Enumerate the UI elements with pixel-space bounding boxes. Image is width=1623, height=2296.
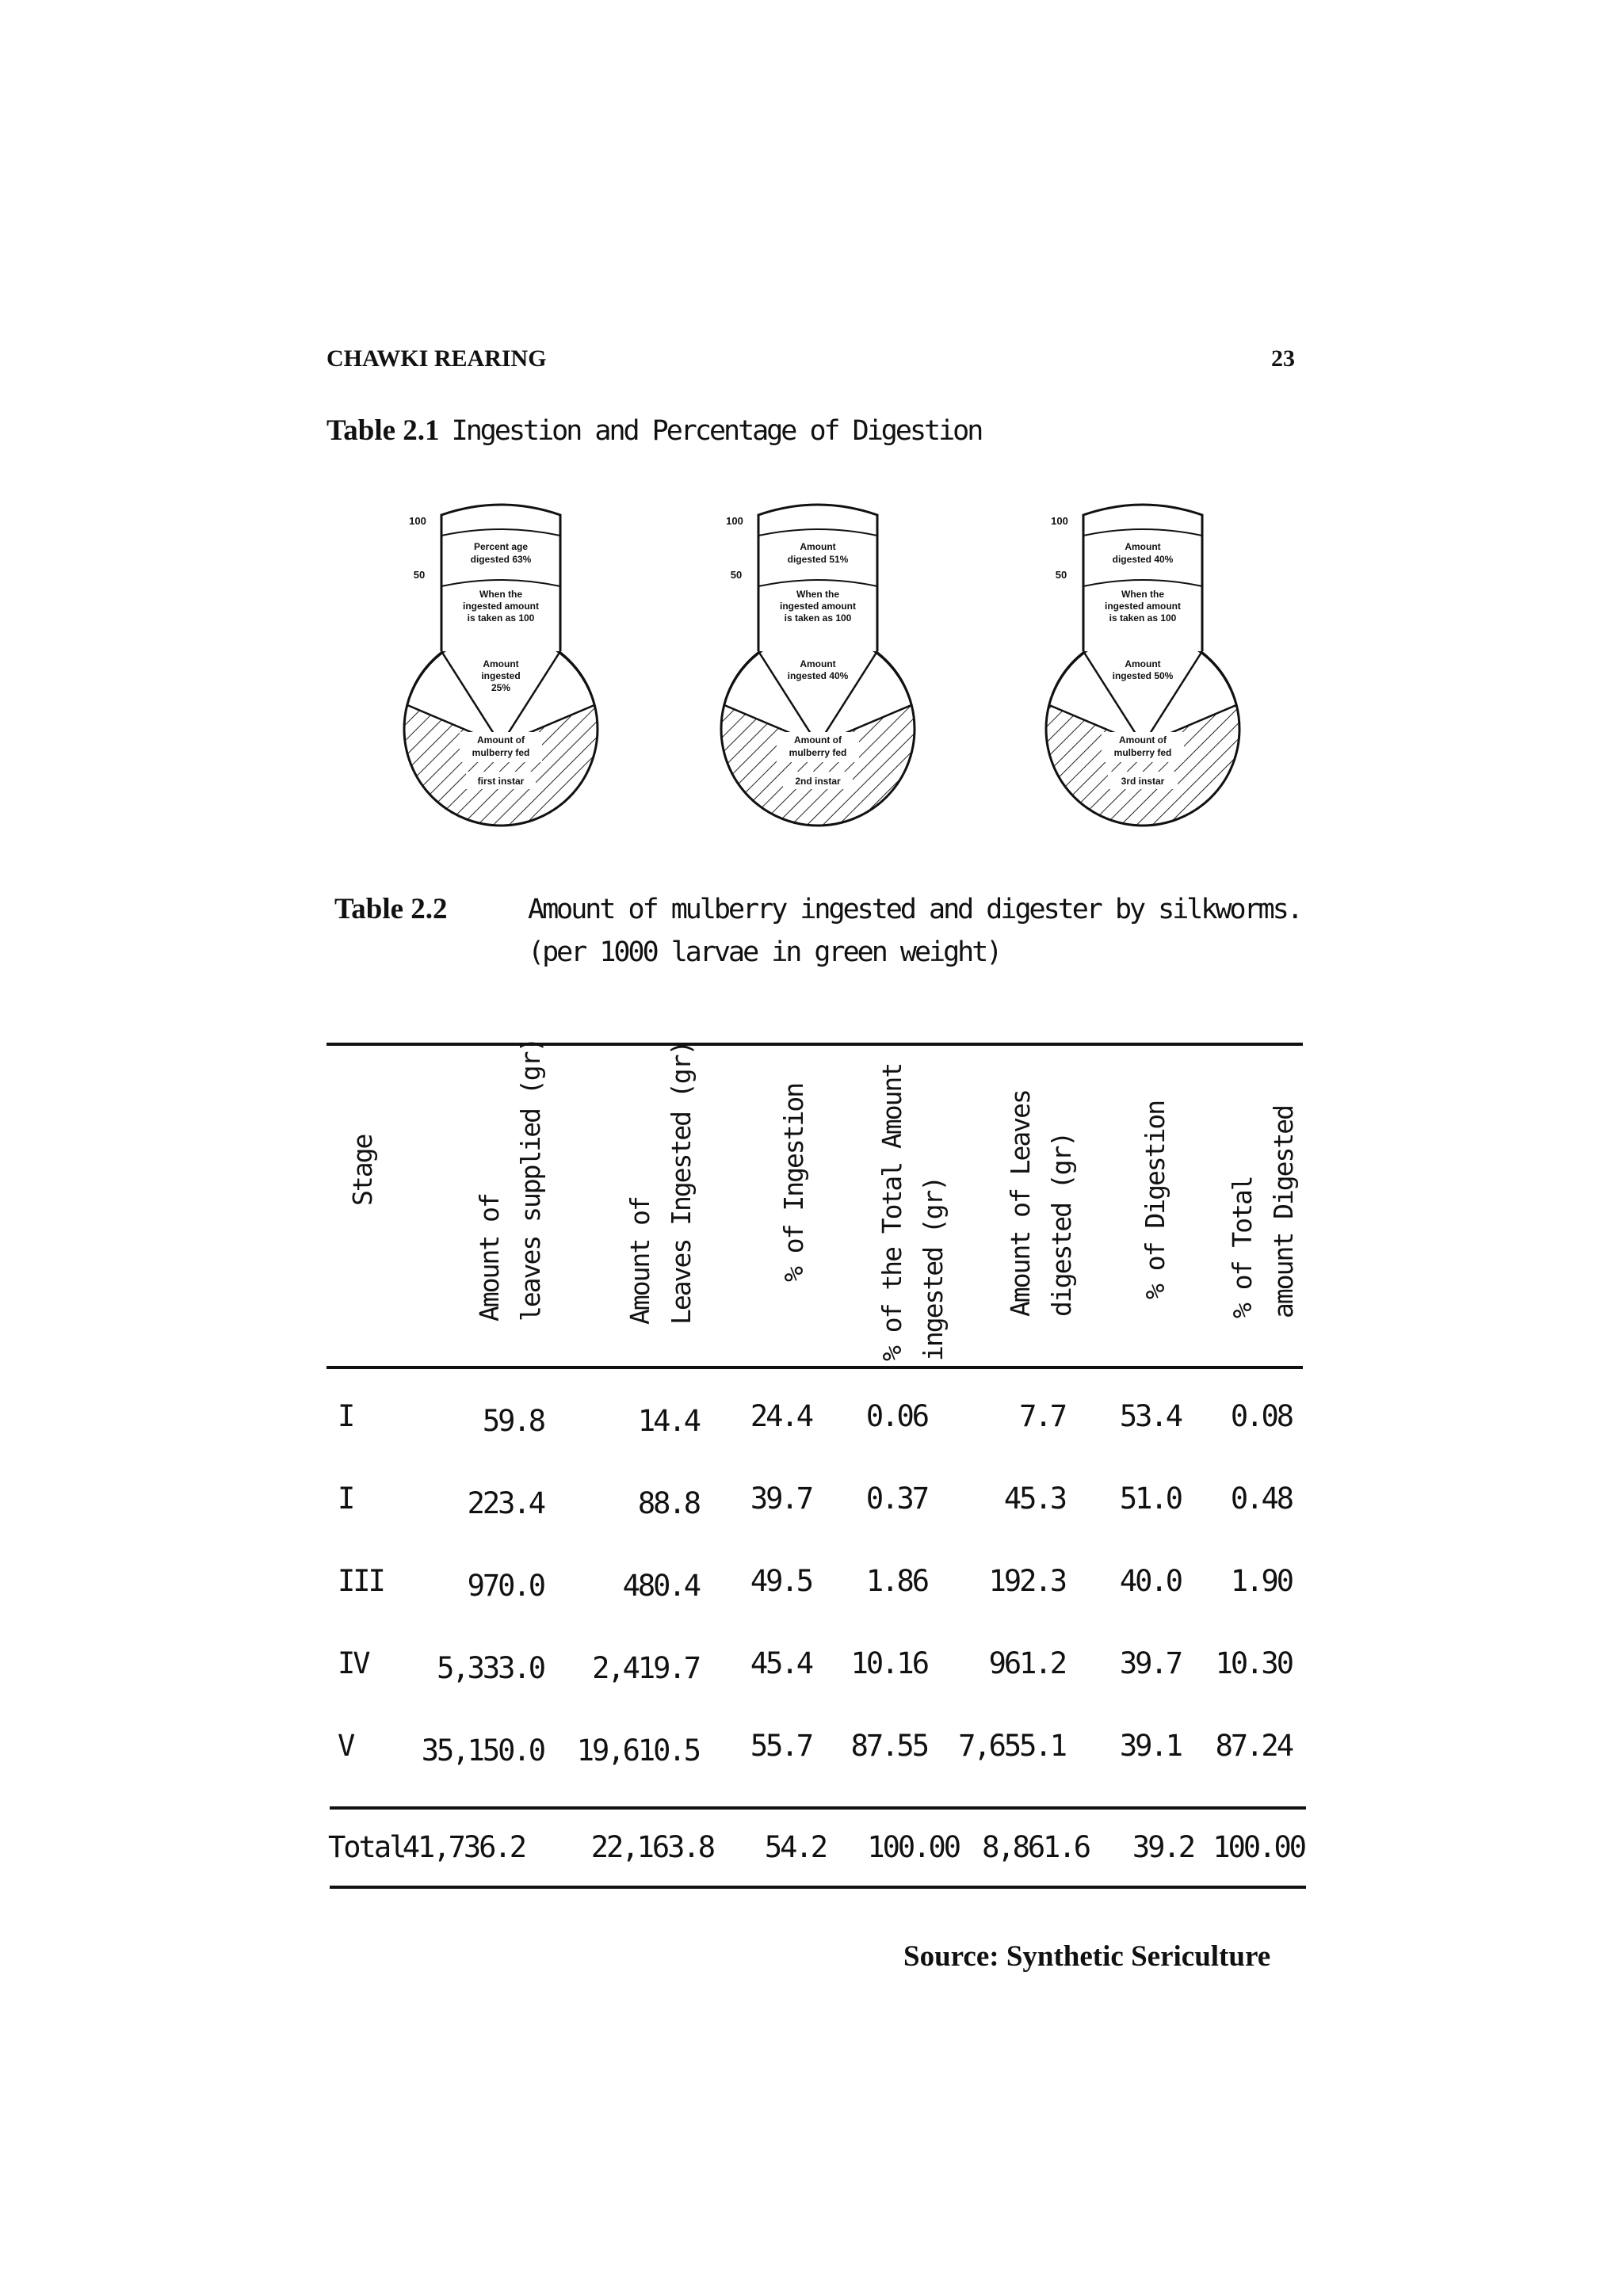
table-bottom-rule bbox=[330, 1886, 1306, 1889]
table-cell: 223.4 bbox=[467, 1486, 544, 1520]
table-header-rule bbox=[327, 1366, 1303, 1369]
mulberry-fed-label: mulberry fed bbox=[789, 747, 847, 758]
table-cell: 961.2 bbox=[988, 1646, 1065, 1680]
scale-100-label: 100 bbox=[726, 515, 743, 527]
table-cell: 1.86 bbox=[865, 1564, 927, 1598]
total-row-cell: 100.00 bbox=[867, 1830, 959, 1864]
table-cell: 40.0 bbox=[1119, 1564, 1181, 1598]
scale-100-label: 100 bbox=[409, 515, 426, 527]
running-header-title: CHAWKI REARING bbox=[327, 345, 547, 372]
ingested-label: Amount bbox=[800, 658, 836, 669]
table-cell: 49.5 bbox=[750, 1564, 812, 1598]
table-2-2-subtitle: (per 1000 larvae in green weight) bbox=[528, 936, 1001, 968]
total-row-cell: 22,163.8 bbox=[590, 1830, 713, 1864]
ingested-reference-label: When the bbox=[1121, 589, 1164, 600]
digested-label: digested 63% bbox=[470, 554, 532, 565]
digested-label: Amount bbox=[800, 541, 836, 552]
ingested-reference-label: is taken as 100 bbox=[467, 612, 535, 624]
scale-50-label: 50 bbox=[730, 569, 743, 581]
col-header-pct-total-digested: % of Total amount Digested bbox=[1227, 1105, 1299, 1318]
table-cell: 5,333.0 bbox=[437, 1651, 544, 1685]
ingested-reference-label: When the bbox=[796, 589, 839, 600]
table-2-1-title: Ingestion and Percentage of Digestion bbox=[451, 415, 982, 447]
table-cell: 39.7 bbox=[1119, 1646, 1181, 1680]
table-2-2-title: Amount of mulberry ingested and digester by silkworms. bbox=[528, 894, 1301, 925]
table-cell: 45.4 bbox=[750, 1646, 812, 1680]
table-cell: 7.7 bbox=[1019, 1399, 1065, 1433]
ingested-bar bbox=[441, 505, 560, 651]
total-row-label: Total bbox=[328, 1830, 405, 1864]
mulberry-fed-label: mulberry fed bbox=[1113, 747, 1172, 758]
table-cell: 0.08 bbox=[1230, 1399, 1292, 1433]
table-cell: 2,419.7 bbox=[592, 1651, 699, 1685]
table-cell: 53.4 bbox=[1119, 1399, 1181, 1433]
ingested-label: 25% bbox=[491, 682, 511, 693]
ingested-bar bbox=[1083, 505, 1202, 651]
ingested-reference-label: ingested amount bbox=[462, 601, 540, 612]
ingested-label: ingested bbox=[481, 670, 521, 681]
ingested-label: Amount bbox=[483, 658, 519, 669]
table-cell: 35,150.0 bbox=[421, 1733, 544, 1768]
table-cell: 7,655.1 bbox=[958, 1729, 1065, 1763]
table-cell: 45.3 bbox=[1003, 1482, 1065, 1516]
scale-50-label: 50 bbox=[1055, 569, 1067, 581]
table-cell-stage: V bbox=[338, 1729, 353, 1763]
table-source: Source: Synthetic Sericulture bbox=[903, 1940, 1271, 1973]
col-header-leaves-digested: Amount of Leaves digested (gr) bbox=[1005, 1090, 1077, 1317]
col-header-leaves-supplied: Amount of leaves supplied (gr) bbox=[474, 1038, 546, 1322]
total-row-cell: 100.00 bbox=[1212, 1830, 1304, 1864]
mulberry-fed-label: Amount of bbox=[794, 734, 842, 746]
table-cell: 55.7 bbox=[750, 1729, 812, 1763]
total-row-cell: 41,736.2 bbox=[402, 1830, 525, 1864]
table-cell: 10.16 bbox=[850, 1646, 927, 1680]
col-header-stage: Stage bbox=[347, 1135, 378, 1206]
table-cell: 0.48 bbox=[1230, 1482, 1292, 1516]
table-cell: 14.4 bbox=[637, 1404, 699, 1438]
digested-label: digested 51% bbox=[787, 554, 849, 565]
total-row-cell: 54.2 bbox=[764, 1830, 826, 1864]
digested-label: Percent age bbox=[473, 541, 529, 552]
table-cell: 10.30 bbox=[1215, 1646, 1292, 1680]
table-cell: 51.0 bbox=[1119, 1482, 1181, 1516]
table-cell: 192.3 bbox=[988, 1564, 1065, 1598]
digestion-diagram-2 bbox=[721, 505, 915, 826]
scale-50-label: 50 bbox=[413, 569, 426, 581]
instar-label: first instar bbox=[477, 776, 525, 787]
table-cell-stage: III bbox=[338, 1564, 384, 1598]
ingested-reference-label: ingested amount bbox=[1104, 601, 1182, 612]
digested-label: Amount bbox=[1125, 541, 1161, 552]
ingested-label: Amount bbox=[1125, 658, 1161, 669]
mulberry-fed-label: Amount of bbox=[477, 734, 525, 746]
digestion-diagrams bbox=[0, 0, 1623, 871]
table-cell-stage: I bbox=[338, 1399, 353, 1433]
table-cell: 480.4 bbox=[622, 1569, 699, 1603]
table-cell: 24.4 bbox=[750, 1399, 812, 1433]
col-header-pct-total-ingested: % of the Total Amount ingested (gr) bbox=[876, 1063, 949, 1361]
mulberry-fed-label: Amount of bbox=[1119, 734, 1167, 746]
ingested-reference-label: is taken as 100 bbox=[784, 612, 852, 624]
table-cell: 88.8 bbox=[637, 1486, 699, 1520]
ingested-reference-label: ingested amount bbox=[779, 601, 857, 612]
table-cell: 39.1 bbox=[1119, 1729, 1181, 1763]
table-2-2-label: Table 2.2 bbox=[334, 893, 448, 925]
total-row-cell: 8,861.6 bbox=[982, 1830, 1089, 1864]
digested-label: digested 40% bbox=[1112, 554, 1174, 565]
digestion-diagram-3 bbox=[1046, 505, 1239, 826]
instar-label: 2nd instar bbox=[795, 776, 841, 787]
ingested-bar bbox=[758, 505, 877, 651]
table-cell: 39.7 bbox=[750, 1482, 812, 1516]
table-cell: 87.55 bbox=[850, 1729, 927, 1763]
instar-label: 3rd instar bbox=[1121, 776, 1165, 787]
page-number: 23 bbox=[1271, 345, 1295, 372]
table-cell: 59.8 bbox=[482, 1404, 544, 1438]
total-row-cell: 39.2 bbox=[1132, 1830, 1193, 1864]
table-cell: 1.90 bbox=[1230, 1564, 1292, 1598]
ingested-label: ingested 50% bbox=[1112, 670, 1174, 681]
table-cell: 0.37 bbox=[865, 1482, 927, 1516]
table-cell: 19,610.5 bbox=[576, 1733, 699, 1768]
scale-100-label: 100 bbox=[1051, 515, 1068, 527]
table-cell: 87.24 bbox=[1215, 1729, 1292, 1763]
table-cell: 970.0 bbox=[467, 1569, 544, 1603]
table-cell-stage: IV bbox=[338, 1646, 369, 1680]
col-header-pct-digestion: % of Digestion bbox=[1140, 1100, 1170, 1299]
ingested-reference-label: is taken as 100 bbox=[1109, 612, 1177, 624]
col-header-leaves-ingested: Amount of Leaves Ingested (gr) bbox=[624, 1041, 697, 1325]
table-2-1-label: Table 2.1 bbox=[327, 414, 440, 447]
table-total-rule bbox=[330, 1806, 1306, 1810]
table-cell-stage: I bbox=[338, 1482, 353, 1516]
ingested-reference-label: When the bbox=[479, 589, 522, 600]
table-cell: 0.06 bbox=[865, 1399, 927, 1433]
ingested-label: ingested 40% bbox=[787, 670, 849, 681]
col-header-pct-ingestion: % of Ingestion bbox=[778, 1083, 809, 1282]
digestion-diagram-1 bbox=[404, 505, 598, 826]
mulberry-fed-label: mulberry fed bbox=[472, 747, 530, 758]
